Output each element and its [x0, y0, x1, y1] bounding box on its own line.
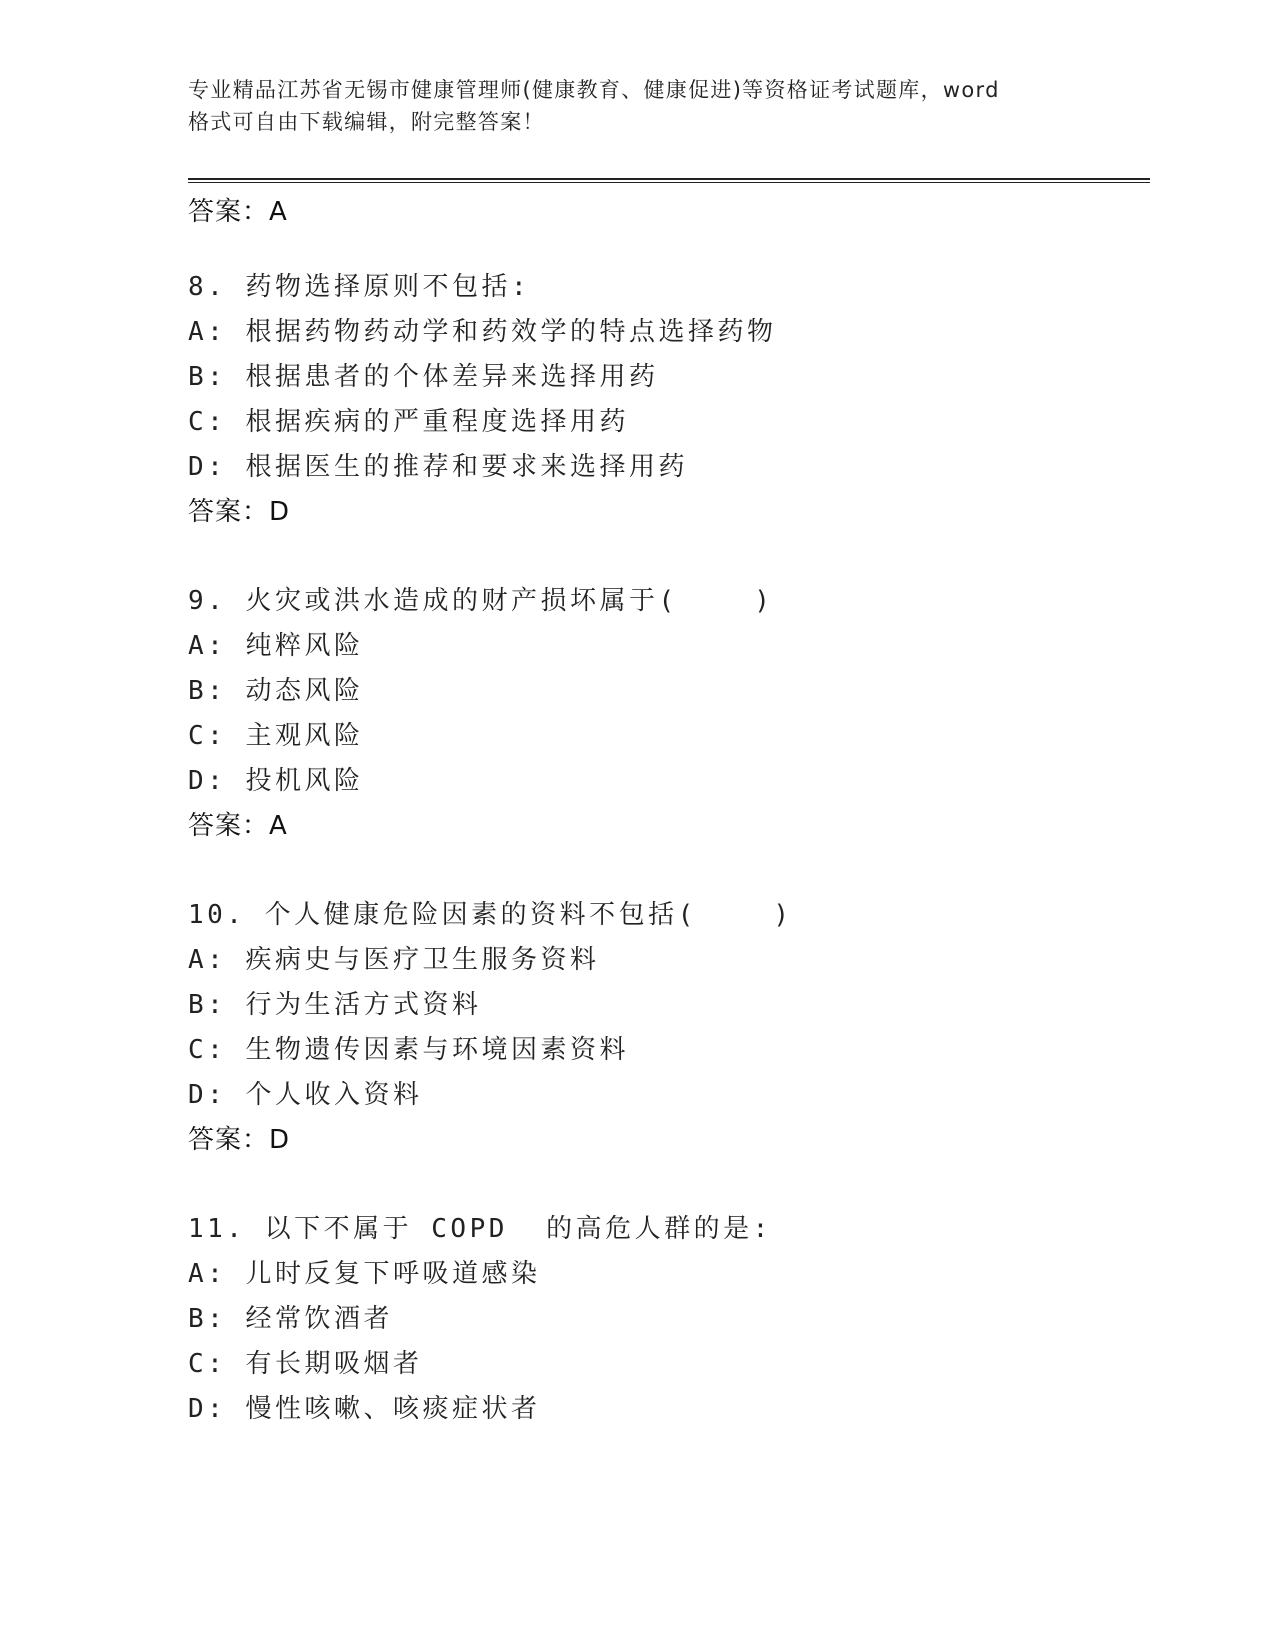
option-d: D: 慢性咳嗽、咳痰症状者 — [188, 1394, 541, 1424]
option-c: C: 主观风险 — [188, 721, 364, 751]
question-list — [188, 190, 1148, 1432]
option-a: A: 疾病史与医疗卫生服务资料 — [188, 945, 600, 975]
question-stem: 9. 火灾或洪水造成的财产损坏属于( ) — [188, 586, 774, 616]
page-header — [188, 74, 1088, 138]
option-a: A: 儿时反复下呼吸道感染 — [188, 1259, 541, 1289]
option-d: D: 个人收入资料 — [188, 1080, 423, 1110]
option-b: B: 经常饮酒者 — [188, 1304, 393, 1334]
question-stem: 10. 个人健康危险因素的资料不包括( ) — [188, 900, 793, 930]
question-8 — [188, 265, 1148, 535]
question-11 — [188, 1207, 1148, 1432]
option-c: C: 有长期吸烟者 — [188, 1349, 423, 1379]
answer-label: 答案：A — [188, 197, 288, 227]
answer-label: 答案：A — [188, 811, 288, 841]
option-b: B: 动态风险 — [188, 676, 364, 706]
header-divider-thick — [188, 178, 1150, 180]
option-b: B: 根据患者的个体差异来选择用药 — [188, 362, 659, 392]
header-line-1: 专业精品江苏省无锡市健康管理师(健康教育、健康促进)等资格证考试题库，word — [188, 78, 1000, 102]
option-a: A: 纯粹风险 — [188, 631, 364, 661]
header-divider-thin — [188, 182, 1150, 183]
option-c: C: 根据疾病的严重程度选择用药 — [188, 407, 629, 437]
question-9 — [188, 579, 1148, 849]
header-line-2: 格式可自由下载编辑，附完整答案！ — [188, 110, 545, 134]
question-10 — [188, 893, 1148, 1163]
answer-label: 答案：D — [188, 497, 291, 527]
option-b: B: 行为生活方式资料 — [188, 990, 482, 1020]
option-c: C: 生物遗传因素与环境因素资料 — [188, 1035, 629, 1065]
option-d: D: 根据医生的推荐和要求来选择用药 — [188, 452, 688, 482]
question-stem: 8. 药物选择原则不包括: — [188, 272, 531, 302]
option-d: D: 投机风险 — [188, 766, 364, 796]
question-stem: 11. 以下不属于 COPD 的高危人群的是: — [188, 1214, 772, 1244]
answer-label: 答案：D — [188, 1125, 291, 1155]
option-a: A: 根据药物药动学和药效学的特点选择药物 — [188, 317, 777, 347]
